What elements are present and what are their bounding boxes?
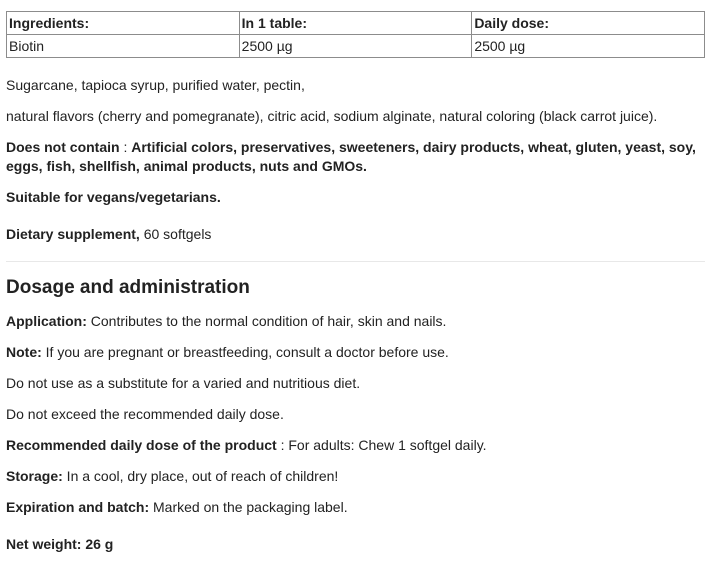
does-not-contain-text: Artificial colors, preservatives, sweeteners, dairy products, wheat, gluten, yeast, soy, eggs, fish, shellfish, animal products, nuts and GMOs. — [6, 139, 696, 174]
column-header-per-tablet: In 1 table: — [239, 12, 472, 35]
does-not-contain — [6, 138, 705, 176]
note-label: Note: — [6, 344, 42, 360]
column-header-daily-dose: Daily dose: — [472, 12, 705, 35]
application — [6, 312, 705, 331]
application-text: Contributes to the normal condition of hair, skin and nails. — [86, 313, 447, 329]
product-info — [6, 11, 705, 554]
expiration-text: Marked on the packaging label. — [149, 499, 348, 515]
does-not-contain-label: Does not contain — [6, 139, 120, 155]
net-weight: Net weight: 26 g — [6, 536, 114, 552]
ingredients-table — [6, 11, 705, 58]
dose-warning: Do not exceed the recommended daily dose. — [6, 406, 284, 422]
dietary-supplement-label: Dietary supplement, — [6, 226, 140, 242]
ingredient-daily-dose: 2500 µg — [472, 35, 705, 58]
does-not-contain-separator: : — [119, 139, 132, 155]
table-row — [7, 35, 705, 58]
recommended-dose — [6, 436, 705, 455]
recommended-dose-label: Recommended daily dose of the product — [6, 437, 277, 453]
note — [6, 343, 705, 362]
storage-label: Storage: — [6, 468, 63, 484]
storage-text: In a cool, dry place, out of reach of children! — [62, 468, 339, 484]
composition-line-2: natural flavors (cherry and pomegranate), citric acid, sodium alginate, natural coloring (black carrot juice). — [6, 108, 658, 124]
expiration-label: Expiration and batch: — [6, 499, 150, 515]
composition-line-1: Sugarcane, tapioca syrup, purified water, pectin, — [6, 77, 305, 93]
note-text: If you are pregnant or breastfeeding, consult a doctor before use. — [41, 344, 449, 360]
ingredient-name: Biotin — [7, 35, 240, 58]
column-header-ingredients: Ingredients: — [7, 12, 240, 35]
dietary-supplement — [6, 225, 705, 244]
section-divider — [6, 261, 705, 262]
substitute-warning: Do not use as a substitute for a varied and nutritious diet. — [6, 375, 361, 391]
expiration-batch — [6, 498, 705, 517]
dietary-supplement-text: 60 softgels — [139, 226, 212, 242]
application-label: Application: — [6, 313, 87, 329]
suitable-for: Suitable for vegans/vegetarians. — [6, 189, 221, 205]
table-header-row — [7, 12, 705, 35]
dosage-heading: Dosage and administration — [6, 277, 250, 298]
recommended-dose-text: : For adults: Chew 1 softgel daily. — [276, 437, 487, 453]
ingredient-per-tablet: 2500 µg — [239, 35, 472, 58]
storage — [6, 467, 705, 486]
